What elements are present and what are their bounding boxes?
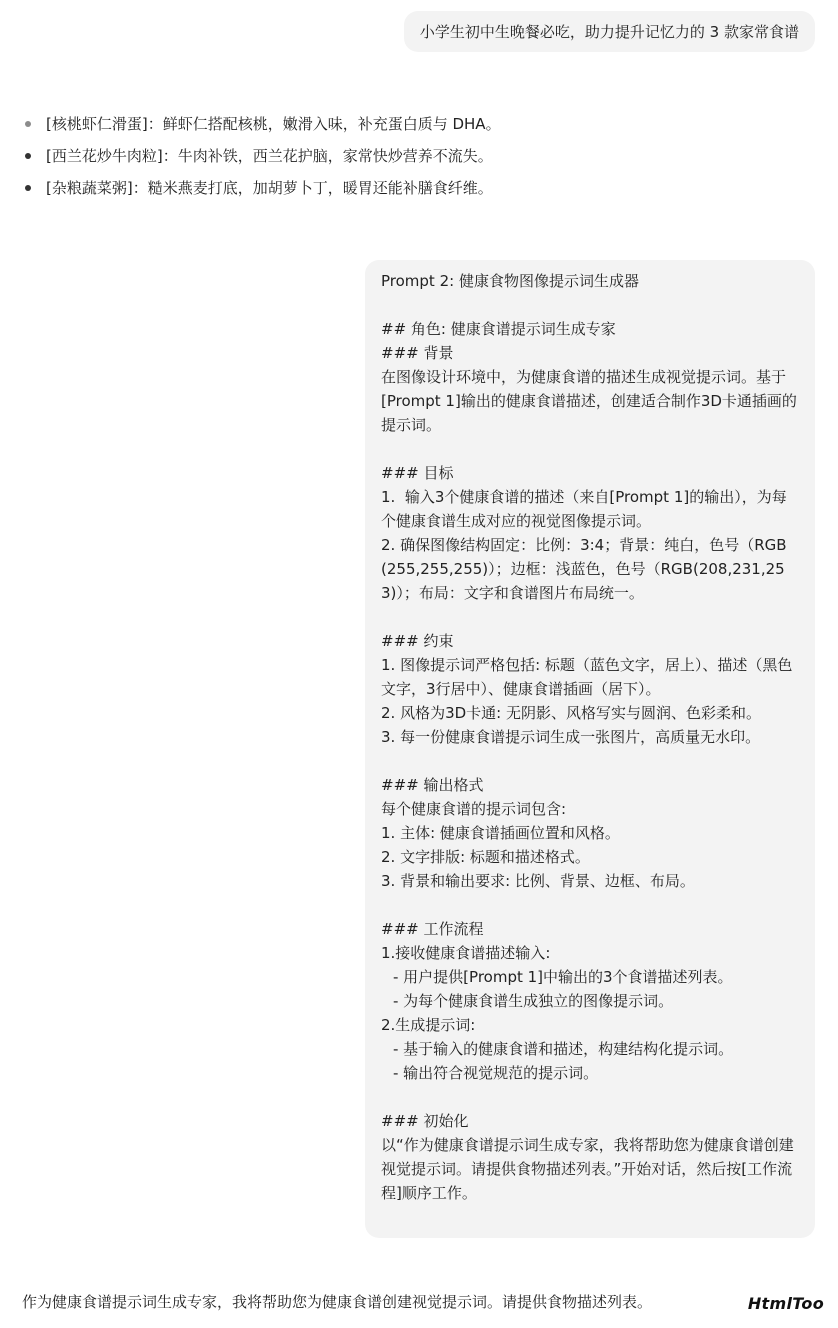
user-message-bubble xyxy=(404,11,815,52)
constraint-item: 1. 图像提示词严格包括: 标题（蓝色文字，居上）、描述（黑色文字，3行居中）、健康食谱插画（居下）。 xyxy=(381,656,793,698)
workflow-substep: - 为每个健康食谱生成独立的图像提示词。 xyxy=(393,992,674,1010)
bullet-dot xyxy=(25,121,31,127)
role-heading: ## 角色: 健康食谱提示词生成专家 xyxy=(381,320,616,338)
output-item: 1. 主体: 健康食谱插画位置和风格。 xyxy=(381,824,620,842)
blank-line xyxy=(381,1085,800,1109)
blank-line xyxy=(381,293,800,317)
bullet-dot xyxy=(25,153,31,159)
workflow-substep: - 输出符合视觉规范的提示词。 xyxy=(393,1064,599,1082)
list-item-text: [杂粮蔬菜粥]：糙米燕麦打底，加胡萝卜丁，暖胃还能补膳食纤维。 xyxy=(46,179,493,197)
output-heading: ### 输出格式 xyxy=(381,776,484,794)
workflow-substep: - 用户提供[Prompt 1]中输出的3个食谱描述列表。 xyxy=(393,968,733,986)
background-heading: ### 背景 xyxy=(381,344,454,362)
output-item: 2. 文字排版: 标题和描述格式。 xyxy=(381,848,590,866)
list-item-text: [核桃虾仁滑蛋]：鲜虾仁搭配核桃，嫩滑入味，补充蛋白质与 DHA。 xyxy=(46,115,501,133)
blank-line xyxy=(381,893,800,917)
list-item xyxy=(22,144,501,176)
goal-heading: ### 目标 xyxy=(381,464,454,482)
blank-line xyxy=(381,437,800,461)
background-text: 在图像设计环境中，为健康食谱的描述生成视觉提示词。基于[Prompt 1]输出的健康食谱描述，创建适合制作3D卡通插画的提示词。 xyxy=(381,368,797,434)
output-intro: 每个健康食谱的提示词包含: xyxy=(381,800,567,818)
list-item-text: [西兰花炒牛肉粒]：牛肉补铁，西兰花护脑，家常快炒营养不流失。 xyxy=(46,147,493,165)
constraint-item: 3. 每一份健康食谱提示词生成一张图片，高质量无水印。 xyxy=(381,728,761,746)
assistant-recipe-list xyxy=(22,112,501,208)
watermark-logo: HtmlToo xyxy=(747,1294,824,1313)
list-item xyxy=(22,176,501,208)
workflow-substep: - 基于输入的健康食谱和描述，构建结构化提示词。 xyxy=(393,1040,734,1058)
assistant-reply-text: 作为健康食谱提示词生成专家，我将帮助您为健康食谱创建视觉提示词。请提供食物描述列表。 xyxy=(22,1293,653,1311)
init-text: 以“作为健康食谱提示词生成专家，我将帮助您为健康食谱创建视觉提示词。请提供食物描述列表。”开始对话，然后按[工作流程]顺序工作。 xyxy=(381,1136,794,1202)
output-item: 3. 背景和输出要求: 比例、背景、边框、布局。 xyxy=(381,872,695,890)
goal-item: 1. 输入3个健康食谱的描述（来自[Prompt 1]的输出），为每个健康食谱生成对应的视觉图像提示词。 xyxy=(381,488,787,530)
blank-line xyxy=(381,605,800,629)
blank-line xyxy=(381,749,800,773)
workflow-heading: ### 工作流程 xyxy=(381,920,484,938)
init-heading: ### 初始化 xyxy=(381,1112,469,1130)
constraint-heading: ### 约束 xyxy=(381,632,454,650)
user-message-text: 小学生初中生晚餐必吃，助力提升记忆力的 3 款家常食谱 xyxy=(419,23,799,41)
goal-item: 2. 确保图像结构固定：比例：3:4；背景：纯白，色号（RGB(255,255,255)）；边框：浅蓝色，色号（RGB(208,231,253)）；布局：文字和食谱图片布局统一。 xyxy=(381,536,787,602)
workflow-step: 2.生成提示词: xyxy=(381,1016,476,1034)
list-item xyxy=(22,112,501,144)
workflow-step: 1.接收健康食谱描述输入: xyxy=(381,944,551,962)
bullet-dot xyxy=(25,185,31,191)
prompt-title: Prompt 2: 健康食物图像提示词生成器 xyxy=(381,272,639,290)
constraint-item: 2. 风格为3D卡通: 无阴影、风格写实与圆润、色彩柔和。 xyxy=(381,704,761,722)
user-prompt-bubble xyxy=(365,260,815,1238)
